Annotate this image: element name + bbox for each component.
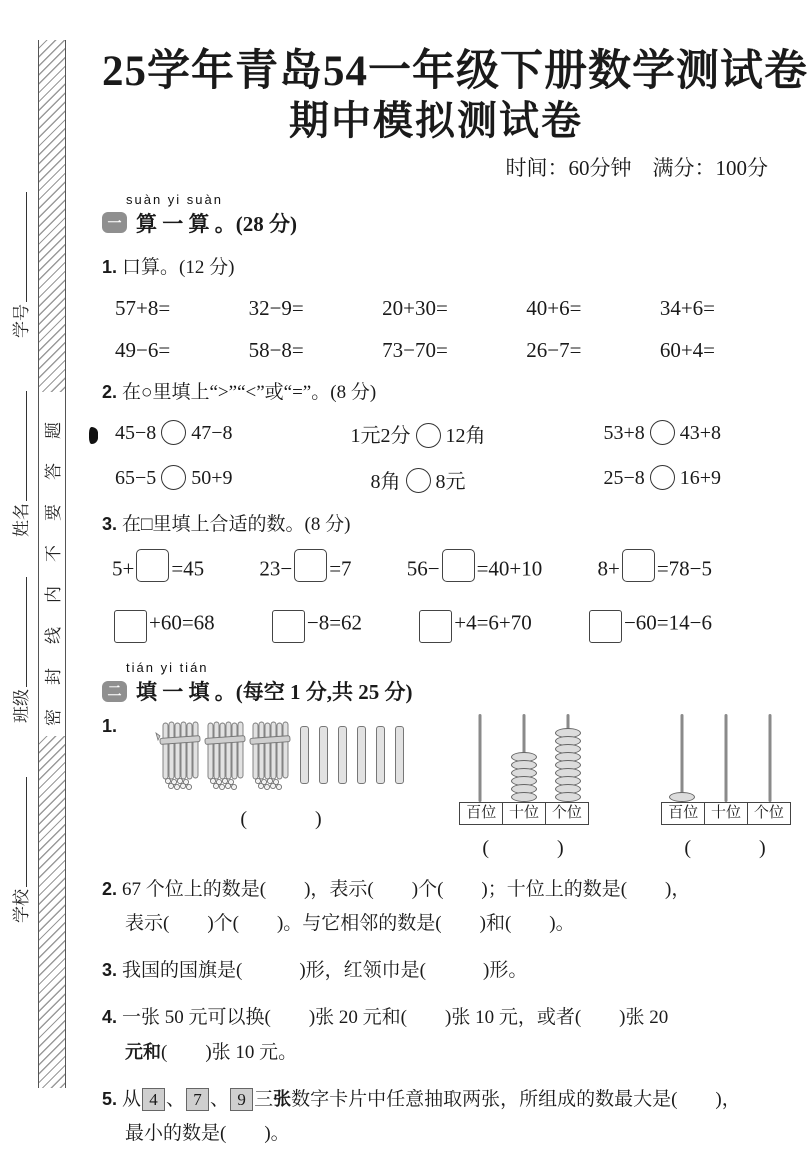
loose-stick [357, 726, 366, 784]
compare-circle [406, 468, 431, 493]
stick-bundle-of-ten [205, 720, 245, 790]
abacus2-answer-blank: ( ) [684, 837, 768, 860]
s1-q2-row1 [115, 419, 721, 450]
box-equation: −8=62 [270, 608, 362, 641]
abacus-rod [479, 714, 482, 802]
equation: 32−9= [248, 295, 304, 320]
box-equation: 5+ =45 [112, 554, 204, 587]
hundreds-label: 百位 [459, 802, 503, 825]
class-blank [12, 577, 27, 687]
student-number-blank [12, 192, 27, 302]
stick-bundle-of-ten [160, 720, 200, 790]
comparison: 1元2分 12角 [351, 419, 486, 450]
paper-title-line1: 25学年青岛54一年级下册数学测试卷 [102, 48, 808, 95]
tens-label: 十位 [502, 802, 546, 825]
compare-circle [161, 465, 186, 490]
paper-content [102, 0, 808, 1151]
compare-circle [650, 465, 675, 490]
box-equation: 8+ =78−5 [597, 554, 712, 587]
equation: 40+6= [526, 295, 582, 320]
paper-title-line2: 期中模拟测试卷 [289, 97, 583, 143]
s2-q2: 2. 67 个位上的数是( )，表示( )个( )；十位上的数是( )， 表示( )个( )。与它相邻的数是( )和( )。 [102, 879, 691, 935]
abacus-rod [725, 714, 728, 802]
equation: 26−7= [526, 337, 582, 362]
s1-q2-head: 2. 在○里填上“>”“<”或“=”。(8 分) [102, 381, 377, 403]
answer-box [272, 610, 305, 643]
s2-q3: 3. 我国的国旗是( )形，红领巾是( )形。 [102, 960, 528, 982]
comparison: 8角 8元 [371, 465, 466, 496]
ink-blot-artifact [89, 427, 98, 444]
equation: 73−70= [382, 337, 448, 362]
digit-card: 9 [230, 1088, 253, 1111]
answer-box [419, 610, 452, 643]
box-equation: 56− =40+10 [407, 554, 543, 587]
equation: 57+8= [115, 295, 171, 320]
loose-stick [300, 726, 309, 784]
hundreds-beads [669, 794, 695, 802]
loose-stick [319, 726, 328, 784]
ones-label: 个位 [545, 802, 589, 825]
answer-box [136, 549, 169, 582]
box-equation: −60=14−6 [587, 608, 712, 641]
equation: 20+30= [382, 295, 448, 320]
s1-q3-row1 [112, 550, 712, 590]
ones-label: 个位 [747, 802, 791, 825]
student-number-field: 学号 [7, 180, 31, 350]
equation: 34+6= [659, 295, 715, 320]
section2-number-badge: 二 [102, 681, 127, 702]
section1-pinyin: suàn yi suàn [126, 191, 223, 207]
box-equation: 23− =7 [259, 554, 351, 587]
place-value-abacus-1 [458, 714, 590, 860]
answer-box [622, 549, 655, 582]
compare-circle [416, 423, 441, 448]
answer-box [114, 610, 147, 643]
comparison: 65−5 50+9 [115, 467, 233, 492]
loose-stick [338, 726, 347, 784]
section1-number-badge: 一 [102, 212, 127, 233]
answer-box [589, 610, 622, 643]
abacus-rod [769, 714, 772, 802]
equation: 49−6= [115, 337, 171, 362]
comparison: 45−8 47−8 [115, 422, 233, 447]
s1-q2-row2 [115, 465, 721, 496]
box-equation: +4=6+70 [417, 608, 532, 641]
seal-hatching-top [39, 40, 65, 392]
school-blank [12, 777, 27, 887]
stick-bundle-of-ten [250, 720, 290, 790]
section1-title: 一 算 一 算 。(28 分) [102, 208, 770, 238]
seal-hatching-bottom [39, 736, 65, 1088]
class-field: 班级 [7, 565, 31, 735]
time-and-score-info: 时间：60分钟 满分：100分 [505, 155, 768, 180]
compare-circle [161, 420, 186, 445]
counting-sticks-figure [160, 714, 404, 831]
hundreds-label: 百位 [661, 802, 705, 825]
comparison: 25−8 16+9 [603, 467, 721, 492]
s2-q1-figures: 1. ( ) 百位 十位 个位 ( ) 百位 十位 个位 ( ) [102, 714, 770, 860]
box-equation: +60=68 [112, 608, 215, 641]
answer-box [442, 549, 475, 582]
loose-stick [376, 726, 385, 784]
name-field: 姓名 [7, 379, 31, 549]
section2-title: 二 填 一 填 。(每空 1 分,共 25 分) [102, 676, 770, 706]
equation: 60+4= [659, 337, 715, 362]
abacus-rod [681, 714, 684, 802]
school-field: 学校 [7, 765, 31, 935]
comparison: 53+8 43+8 [603, 422, 721, 447]
s1-q3-head: 3. 在□里填上合适的数。(8 分) [102, 514, 351, 536]
seal-line-text: 密封线内不要答题 [44, 398, 63, 726]
digit-card: 4 [142, 1088, 165, 1111]
s1-q1-row2 [115, 338, 715, 363]
loose-stick [395, 726, 404, 784]
ones-beads [555, 730, 581, 802]
s1-q3-row2 [112, 604, 712, 644]
name-blank [12, 391, 27, 501]
sticks-answer-blank: ( ) [240, 808, 324, 831]
tens-beads [511, 754, 537, 802]
tens-label: 十位 [704, 802, 748, 825]
abacus1-answer-blank: ( ) [482, 837, 566, 860]
compare-circle [650, 420, 675, 445]
s2-q5: 5. 从 4 、 7 、 9 三张数字卡片中任意抽取两张，所组成的数最大是( )， 最小的数是( )。 [102, 1089, 741, 1145]
answer-box [294, 549, 327, 582]
s2-q4: 4. 一张 50 元可以换( )张 20 元和( )张 10 元，或者( )张 20 元和( )张 10 元。 [102, 1007, 669, 1064]
s1-q1-head: 1. 口算。(12 分) [102, 256, 235, 278]
place-value-abacus-2 [660, 714, 792, 860]
equation: 58−8= [248, 337, 304, 362]
section2-pinyin: tián yi tián [126, 660, 209, 676]
s1-q1-row1 [115, 296, 715, 321]
digit-card: 7 [186, 1088, 209, 1111]
